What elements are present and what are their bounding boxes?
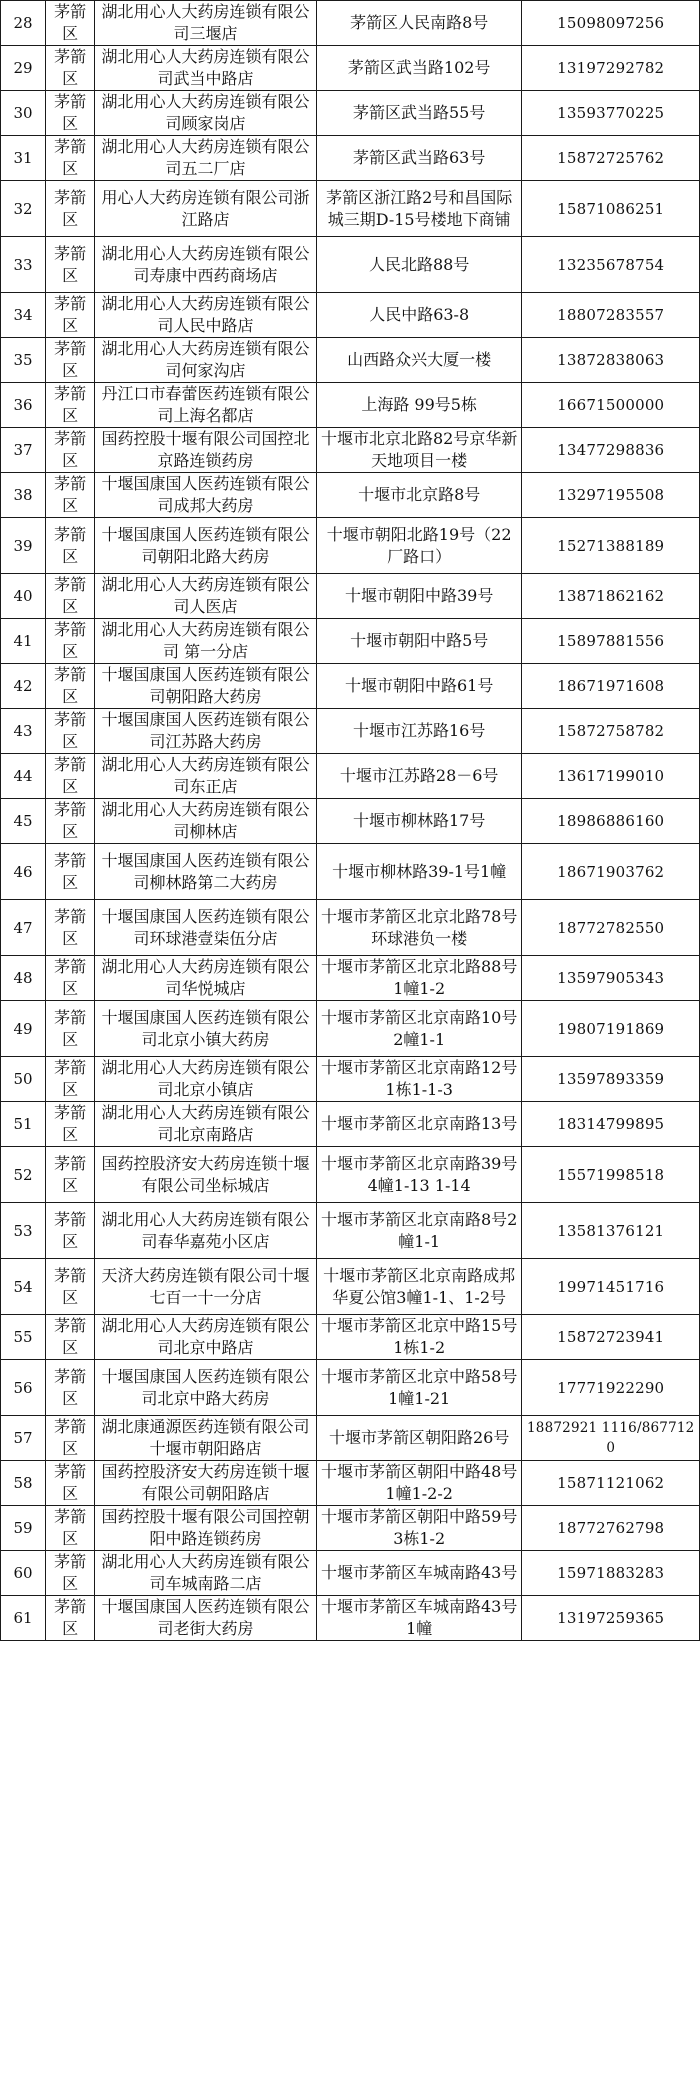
district-cell: 茅箭区 (46, 428, 95, 473)
phone-cell: 13597905343 (522, 956, 700, 1001)
table-row (1, 136, 700, 181)
phone-cell: 17771922290 (522, 1360, 700, 1416)
district-cell: 茅箭区 (46, 1506, 95, 1551)
district-cell: 茅箭区 (46, 383, 95, 428)
row-number: 43 (1, 709, 46, 754)
pharmacy-name-cell: 湖北用心人大药房连锁有限公司华悦城店 (95, 956, 317, 1001)
district-cell: 茅箭区 (46, 709, 95, 754)
district-cell: 茅箭区 (46, 46, 95, 91)
pharmacy-name-cell: 用心人大药房连锁有限公司浙江路店 (95, 181, 317, 237)
table-row (1, 473, 700, 518)
pharmacy-name-cell: 十堰国康国人医药连锁有限公司北京中路大药房 (95, 1360, 317, 1416)
row-number: 49 (1, 1001, 46, 1057)
row-number: 38 (1, 473, 46, 518)
row-number: 30 (1, 91, 46, 136)
district-cell: 茅箭区 (46, 181, 95, 237)
address-cell: 十堰市茅箭区北京南路13号 (316, 1102, 522, 1147)
address-cell: 十堰市茅箭区北京中路15号1栋1-2 (316, 1315, 522, 1360)
pharmacy-name-cell: 十堰国康国人医药连锁有限公司北京小镇大药房 (95, 1001, 317, 1057)
phone-cell: 18772782550 (522, 900, 700, 956)
row-number: 32 (1, 181, 46, 237)
table-row (1, 428, 700, 473)
phone-cell: 15871086251 (522, 181, 700, 237)
table-row (1, 1259, 700, 1315)
row-number: 59 (1, 1506, 46, 1551)
pharmacy-name-cell: 湖北用心人大药房连锁有限公司北京小镇店 (95, 1057, 317, 1102)
address-cell: 十堰市江苏路16号 (316, 709, 522, 754)
address-cell: 茅箭区武当路63号 (316, 136, 522, 181)
district-cell: 茅箭区 (46, 1, 95, 46)
district-cell: 茅箭区 (46, 518, 95, 574)
district-cell: 茅箭区 (46, 664, 95, 709)
pharmacy-name-cell: 湖北用心人大药房连锁有限公司寿康中西药商场店 (95, 237, 317, 293)
address-cell: 十堰市柳林路39-1号1幢 (316, 844, 522, 900)
pharmacy-name-cell: 湖北用心人大药房连锁有限公司何家沟店 (95, 338, 317, 383)
district-cell: 茅箭区 (46, 1057, 95, 1102)
phone-cell: 15971883283 (522, 1551, 700, 1596)
pharmacy-name-cell: 十堰国康国人医药连锁有限公司朝阳北路大药房 (95, 518, 317, 574)
address-cell: 十堰市柳林路17号 (316, 799, 522, 844)
row-number: 33 (1, 237, 46, 293)
table-row (1, 518, 700, 574)
row-number: 60 (1, 1551, 46, 1596)
district-cell: 茅箭区 (46, 1360, 95, 1416)
table-row (1, 293, 700, 338)
address-cell: 十堰市朝阳中路39号 (316, 574, 522, 619)
district-cell: 茅箭区 (46, 91, 95, 136)
table-row (1, 1102, 700, 1147)
row-number: 41 (1, 619, 46, 664)
phone-cell: 15872723941 (522, 1315, 700, 1360)
row-number: 29 (1, 46, 46, 91)
district-cell: 茅箭区 (46, 237, 95, 293)
district-cell: 茅箭区 (46, 1416, 95, 1461)
district-cell: 茅箭区 (46, 844, 95, 900)
pharmacy-name-cell: 十堰国康国人医药连锁有限公司老街大药房 (95, 1596, 317, 1641)
table-row (1, 1057, 700, 1102)
pharmacy-name-cell: 湖北用心人大药房连锁有限公司人医店 (95, 574, 317, 619)
address-cell: 十堰市北京北路82号京华新天地项目一楼 (316, 428, 522, 473)
phone-cell: 13297195508 (522, 473, 700, 518)
address-cell: 十堰市北京路8号 (316, 473, 522, 518)
table-row (1, 1360, 700, 1416)
district-cell: 茅箭区 (46, 1001, 95, 1057)
table-row (1, 338, 700, 383)
pharmacy-name-cell: 湖北用心人大药房连锁有限公司东正店 (95, 754, 317, 799)
address-cell: 茅箭区人民南路8号 (316, 1, 522, 46)
address-cell: 十堰市江苏路28－6号 (316, 754, 522, 799)
address-cell: 十堰市茅箭区北京南路39号4幢1-13 1-14 (316, 1147, 522, 1203)
row-number: 40 (1, 574, 46, 619)
table-row (1, 754, 700, 799)
table-row (1, 709, 700, 754)
pharmacy-name-cell: 十堰国康国人医药连锁有限公司成邦大药房 (95, 473, 317, 518)
pharmacy-name-cell: 湖北用心人大药房连锁有限公司 第一分店 (95, 619, 317, 664)
address-cell: 十堰市茅箭区朝阳路26号 (316, 1416, 522, 1461)
district-cell: 茅箭区 (46, 1259, 95, 1315)
address-cell: 茅箭区武当路55号 (316, 91, 522, 136)
pharmacy-name-cell: 国药控股十堰有限公司国控北京路连锁药房 (95, 428, 317, 473)
district-cell: 茅箭区 (46, 900, 95, 956)
district-cell: 茅箭区 (46, 1315, 95, 1360)
pharmacy-name-cell: 国药控股济安大药房连锁十堰有限公司坐标城店 (95, 1147, 317, 1203)
row-number: 34 (1, 293, 46, 338)
district-cell: 茅箭区 (46, 1596, 95, 1641)
phone-cell: 13593770225 (522, 91, 700, 136)
row-number: 55 (1, 1315, 46, 1360)
row-number: 61 (1, 1596, 46, 1641)
pharmacy-name-cell: 国药控股济安大药房连锁十堰有限公司朝阳路店 (95, 1461, 317, 1506)
table-row (1, 619, 700, 664)
pharmacy-name-cell: 十堰国康国人医药连锁有限公司柳林路第二大药房 (95, 844, 317, 900)
row-number: 35 (1, 338, 46, 383)
table-row (1, 181, 700, 237)
table-row (1, 574, 700, 619)
table-row (1, 1315, 700, 1360)
phone-cell: 19971451716 (522, 1259, 700, 1315)
phone-cell: 18986886160 (522, 799, 700, 844)
table-row (1, 956, 700, 1001)
row-number: 52 (1, 1147, 46, 1203)
row-number: 51 (1, 1102, 46, 1147)
district-cell: 茅箭区 (46, 293, 95, 338)
pharmacy-name-cell: 湖北康通源医药连锁有限公司十堰市朝阳路店 (95, 1416, 317, 1461)
address-cell: 十堰市朝阳北路19号（22厂路口） (316, 518, 522, 574)
table-row (1, 1506, 700, 1551)
pharmacy-name-cell: 十堰国康国人医药连锁有限公司江苏路大药房 (95, 709, 317, 754)
district-cell: 茅箭区 (46, 338, 95, 383)
phone-cell: 18872921 1116/8677120 (522, 1416, 700, 1461)
pharmacy-name-cell: 湖北用心人大药房连锁有限公司车城南路二店 (95, 1551, 317, 1596)
district-cell: 茅箭区 (46, 136, 95, 181)
phone-cell: 18807283557 (522, 293, 700, 338)
address-cell: 十堰市朝阳中路5号 (316, 619, 522, 664)
address-cell: 山西路众兴大厦一楼 (316, 338, 522, 383)
table-row (1, 1001, 700, 1057)
phone-cell: 13581376121 (522, 1203, 700, 1259)
phone-cell: 13197259365 (522, 1596, 700, 1641)
row-number: 53 (1, 1203, 46, 1259)
district-cell: 茅箭区 (46, 799, 95, 844)
row-number: 44 (1, 754, 46, 799)
pharmacy-name-cell: 湖北用心人大药房连锁有限公司北京中路店 (95, 1315, 317, 1360)
pharmacy-name-cell: 湖北用心人大药房连锁有限公司武当中路店 (95, 46, 317, 91)
address-cell: 十堰市茅箭区北京中路58号1幢1-21 (316, 1360, 522, 1416)
pharmacy-name-cell: 十堰国康国人医药连锁有限公司环球港壹柒伍分店 (95, 900, 317, 956)
address-cell: 十堰市茅箭区朝阳中路59号3栋1-2 (316, 1506, 522, 1551)
table-row (1, 1203, 700, 1259)
table-row (1, 1416, 700, 1461)
table-row (1, 799, 700, 844)
table-row (1, 46, 700, 91)
pharmacy-name-cell: 湖北用心人大药房连锁有限公司人民中路店 (95, 293, 317, 338)
pharmacy-name-cell: 湖北用心人大药房连锁有限公司春华嘉苑小区店 (95, 1203, 317, 1259)
phone-cell: 13617199010 (522, 754, 700, 799)
address-cell: 十堰市茅箭区北京北路88号1幢1-2 (316, 956, 522, 1001)
phone-cell: 15872725762 (522, 136, 700, 181)
phone-cell: 13477298836 (522, 428, 700, 473)
address-cell: 十堰市茅箭区朝阳中路48号1幢1-2-2 (316, 1461, 522, 1506)
district-cell: 茅箭区 (46, 574, 95, 619)
row-number: 39 (1, 518, 46, 574)
table-row (1, 844, 700, 900)
phone-cell: 13872838063 (522, 338, 700, 383)
row-number: 58 (1, 1461, 46, 1506)
pharmacy-name-cell: 湖北用心人大药房连锁有限公司顾家岗店 (95, 91, 317, 136)
phone-cell: 18671971608 (522, 664, 700, 709)
row-number: 56 (1, 1360, 46, 1416)
address-cell: 十堰市朝阳中路61号 (316, 664, 522, 709)
pharmacy-name-cell: 湖北用心人大药房连锁有限公司柳林店 (95, 799, 317, 844)
district-cell: 茅箭区 (46, 1461, 95, 1506)
phone-cell: 13871862162 (522, 574, 700, 619)
phone-cell: 18671903762 (522, 844, 700, 900)
row-number: 31 (1, 136, 46, 181)
row-number: 28 (1, 1, 46, 46)
address-cell: 茅箭区浙江路2号和昌国际城三期D-15号楼地下商铺 (316, 181, 522, 237)
address-cell: 十堰市茅箭区北京南路8号2幢1-1 (316, 1203, 522, 1259)
address-cell: 十堰市茅箭区北京南路成邦华夏公馆3幢1-1、1-2号 (316, 1259, 522, 1315)
phone-cell: 19807191869 (522, 1001, 700, 1057)
district-cell: 茅箭区 (46, 1147, 95, 1203)
pharmacy-name-cell: 十堰国康国人医药连锁有限公司朝阳路大药房 (95, 664, 317, 709)
table-row (1, 1147, 700, 1203)
phone-cell: 13597893359 (522, 1057, 700, 1102)
district-cell: 茅箭区 (46, 1203, 95, 1259)
row-number: 45 (1, 799, 46, 844)
table-row (1, 1596, 700, 1641)
phone-cell: 15571998518 (522, 1147, 700, 1203)
table-row (1, 91, 700, 136)
address-cell: 上海路 99号5栋 (316, 383, 522, 428)
phone-cell: 18314799895 (522, 1102, 700, 1147)
phone-cell: 13197292782 (522, 46, 700, 91)
district-cell: 茅箭区 (46, 754, 95, 799)
district-cell: 茅箭区 (46, 473, 95, 518)
table-row (1, 237, 700, 293)
pharmacy-name-cell: 国药控股十堰有限公司国控朝阳中路连锁药房 (95, 1506, 317, 1551)
address-cell: 十堰市茅箭区车城南路43号 (316, 1551, 522, 1596)
row-number: 57 (1, 1416, 46, 1461)
row-number: 54 (1, 1259, 46, 1315)
phone-cell: 18772762798 (522, 1506, 700, 1551)
row-number: 50 (1, 1057, 46, 1102)
address-cell: 十堰市茅箭区北京南路12号1栋1-1-3 (316, 1057, 522, 1102)
phone-cell: 13235678754 (522, 237, 700, 293)
table-row (1, 383, 700, 428)
district-cell: 茅箭区 (46, 619, 95, 664)
phone-cell: 15871121062 (522, 1461, 700, 1506)
row-number: 37 (1, 428, 46, 473)
row-number: 46 (1, 844, 46, 900)
district-cell: 茅箭区 (46, 1102, 95, 1147)
address-cell: 十堰市茅箭区车城南路43号1幢 (316, 1596, 522, 1641)
table-row (1, 900, 700, 956)
table-row (1, 1461, 700, 1506)
address-cell: 茅箭区武当路102号 (316, 46, 522, 91)
table-row (1, 1551, 700, 1596)
row-number: 47 (1, 900, 46, 956)
pharmacy-name-cell: 湖北用心人大药房连锁有限公司北京南路店 (95, 1102, 317, 1147)
pharmacy-name-cell: 湖北用心人大药房连锁有限公司三堰店 (95, 1, 317, 46)
phone-cell: 15271388189 (522, 518, 700, 574)
address-cell: 十堰市茅箭区北京南路10号2幢1-1 (316, 1001, 522, 1057)
phone-cell: 16671500000 (522, 383, 700, 428)
pharmacy-name-cell: 丹江口市春蕾医药连锁有限公司上海名都店 (95, 383, 317, 428)
row-number: 42 (1, 664, 46, 709)
table-row (1, 664, 700, 709)
row-number: 36 (1, 383, 46, 428)
phone-cell: 15872758782 (522, 709, 700, 754)
row-number: 48 (1, 956, 46, 1001)
phone-cell: 15098097256 (522, 1, 700, 46)
pharmacy-table-body (1, 1, 700, 1641)
pharmacy-name-cell: 天济大药房连锁有限公司十堰七百一十一分店 (95, 1259, 317, 1315)
address-cell: 人民北路88号 (316, 237, 522, 293)
pharmacy-name-cell: 湖北用心人大药房连锁有限公司五二厂店 (95, 136, 317, 181)
address-cell: 十堰市茅箭区北京北路78号环球港负一楼 (316, 900, 522, 956)
district-cell: 茅箭区 (46, 1551, 95, 1596)
address-cell: 人民中路63-8 (316, 293, 522, 338)
district-cell: 茅箭区 (46, 956, 95, 1001)
table-row (1, 1, 700, 46)
phone-cell: 15897881556 (522, 619, 700, 664)
